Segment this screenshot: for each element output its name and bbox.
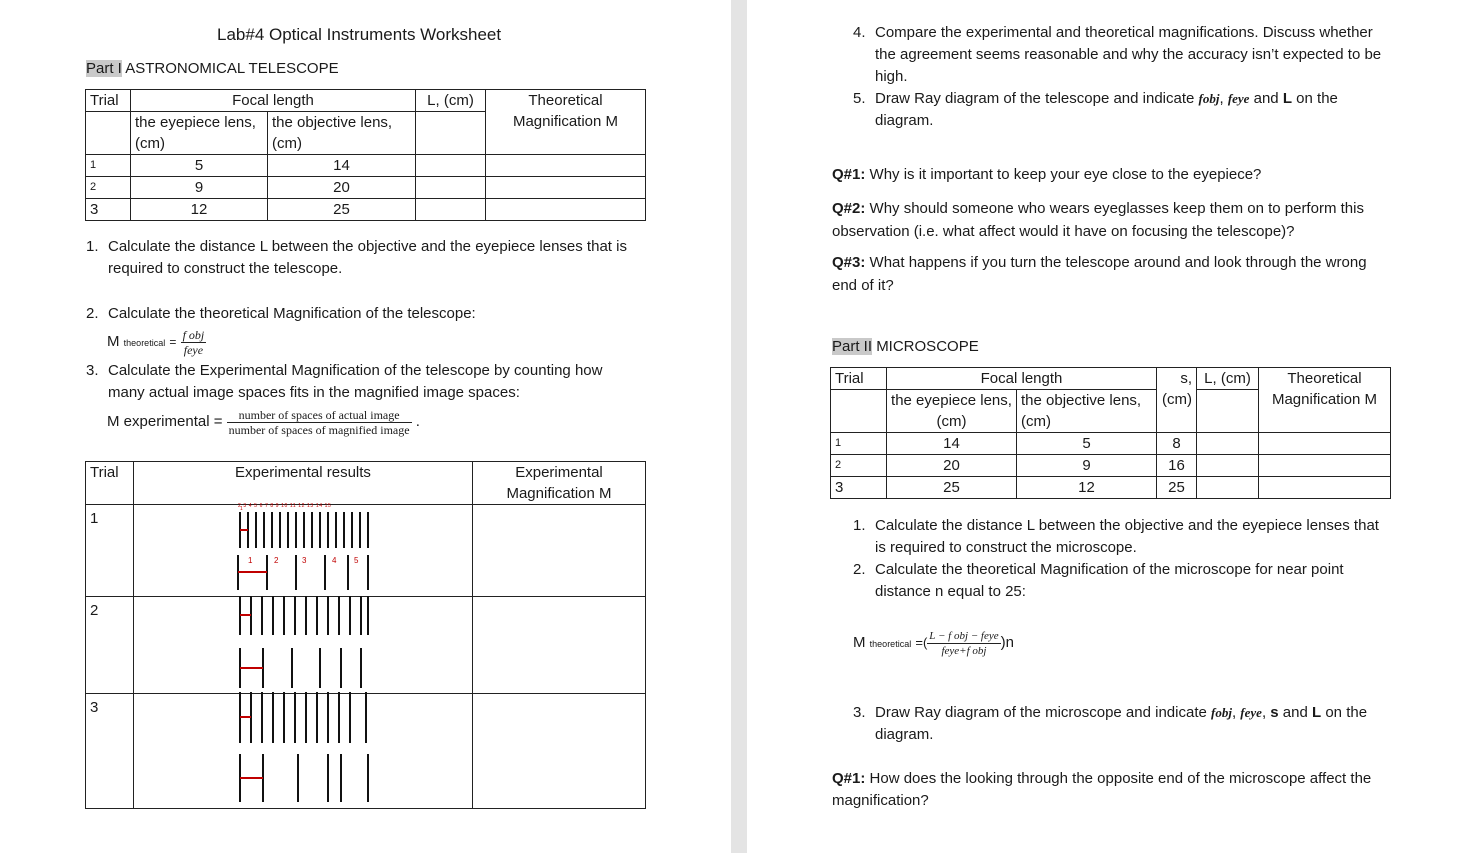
part1-label: Part I [86, 60, 122, 77]
th-trial: Trial [86, 462, 134, 505]
part1-heading [86, 60, 339, 77]
th-L: L, (cm) [1197, 368, 1259, 390]
ruler-3-magnified [240, 754, 368, 802]
ruler-label: 4 [332, 556, 337, 565]
th-L: L, (cm) [416, 90, 486, 112]
qa1: Q#1: Why is it important to keep your eye close to the eyepiece? [832, 166, 1262, 183]
micro-qa1: Q#1: How does the looking through the opposite end of the microscope affect the magnification? [832, 770, 1372, 809]
ruler-label: 1 [240, 506, 243, 512]
ruler-label: 3 [302, 556, 307, 565]
table-row: 2 [86, 597, 646, 694]
table-row: 1 14 5 8 [831, 433, 1391, 455]
th-eyepiece: the eyepiece lens, (cm) [131, 112, 268, 155]
left-page [0, 0, 731, 853]
page-gutter [731, 0, 747, 853]
part2-title: MICROSCOPE [876, 338, 979, 355]
m-theoretical-formula: M theoretical = $\frac{\text{f obj}}{\text{feye}}$ [107, 327, 205, 357]
table-row: 2 9 20 [86, 177, 646, 199]
ruler-label: 5 [354, 556, 359, 565]
qa2: Q#2: Why should someone who wears eyeglasses keep them on to perform this observation (i.e. what affect would it have on focusing the telescope)? [832, 200, 1364, 240]
microscope-table [830, 367, 1391, 499]
question-5: 5. Draw Ray diagram of the telescope and indicate fobj, feye and L on the diagram. [853, 90, 1338, 129]
part1-title: ASTRONOMICAL TELESCOPE [125, 60, 339, 77]
th-theoretical: Theoretical Magnification M [486, 90, 646, 155]
ruler-1-actual [240, 506, 368, 548]
table-row: 1 5 14 [86, 155, 646, 177]
telescope-table [85, 89, 646, 221]
question-4: 4. Compare the experimental and theoretical magnifications. Discuss whether the agreement seems reasonable and why the accuracy isn’t expected to be high. [853, 24, 1382, 85]
th-trial: Trial [86, 90, 131, 112]
question-1: 1. Calculate the distance L between the objective and the eyepiece lenses that is required to construct the telescope. [86, 238, 627, 277]
th-eyepiece: the eyepiece lens, (cm) [887, 390, 1017, 433]
table-row: 3 25 12 25 [831, 477, 1391, 499]
ruler-label: 1 [248, 556, 253, 565]
ruler-2-magnified [240, 648, 361, 688]
m-experimental-formula: M experimental = $\frac{\text{number of spaces of actual image}}{\text{number of spaces of magnified image}}$ . [107, 407, 420, 437]
ruler-label: 2 [274, 556, 279, 565]
m-microscope-formula: M theoretical =( $\frac{\text{L − f obj − feye}}{\text{feye+f obj}}$ )n [853, 629, 1014, 657]
micro-question-2: 2. Calculate the theoretical Magnification of the microscope for near point distance n equal to 25: [853, 561, 1344, 600]
ruler-2-actual [240, 596, 368, 635]
th-focal: Focal length [131, 90, 416, 112]
part2-heading [832, 338, 979, 355]
micro-question-3: 3. Draw Ray diagram of the microscope and indicate fobj, feye, s and L on the diagram. [853, 704, 1368, 743]
table-row: 3 [86, 694, 646, 809]
table-row: 2 20 9 16 [831, 455, 1391, 477]
th-objective: the objective lens, (cm) [268, 112, 416, 155]
question-2: 2. Calculate the theoretical Magnification of the telescope: [86, 305, 476, 322]
page-title: Lab#4 Optical Instruments Worksheet [217, 25, 502, 44]
ruler-top-labels: 2 3 4 5 6 7 8 9 10 11 12 13 14 15 [238, 503, 332, 509]
right-page [747, 0, 1478, 853]
table-row: 1 [86, 505, 646, 597]
question-3: 3. Calculate the Experimental Magnification of the telescope by counting how many actual image spaces fits in the magnified image spaces: [86, 362, 603, 401]
ruler-3-actual [240, 692, 366, 743]
th-exp-mag: Experimental Magnification M [473, 462, 646, 505]
th-objective: the objective lens, (cm) [1017, 390, 1157, 433]
qa3: Q#3: What happens if you turn the telescope around and look through the wrong end of it? [832, 254, 1367, 294]
micro-question-1: 1. Calculate the distance L between the objective and the eyepiece lenses that is required to construct the microscope. [853, 517, 1379, 556]
th-s: s, (cm) [1157, 368, 1197, 433]
part2-label: Part II [832, 338, 873, 355]
th-focal: Focal length [887, 368, 1157, 390]
ruler-drawings [230, 500, 380, 805]
th-trial: Trial [831, 368, 887, 390]
table-row: 3 12 25 [86, 199, 646, 221]
th-results: Experimental results [134, 462, 473, 505]
ruler-1-magnified [238, 555, 368, 590]
th-theoretical: Theoretical Magnification M [1259, 368, 1391, 433]
